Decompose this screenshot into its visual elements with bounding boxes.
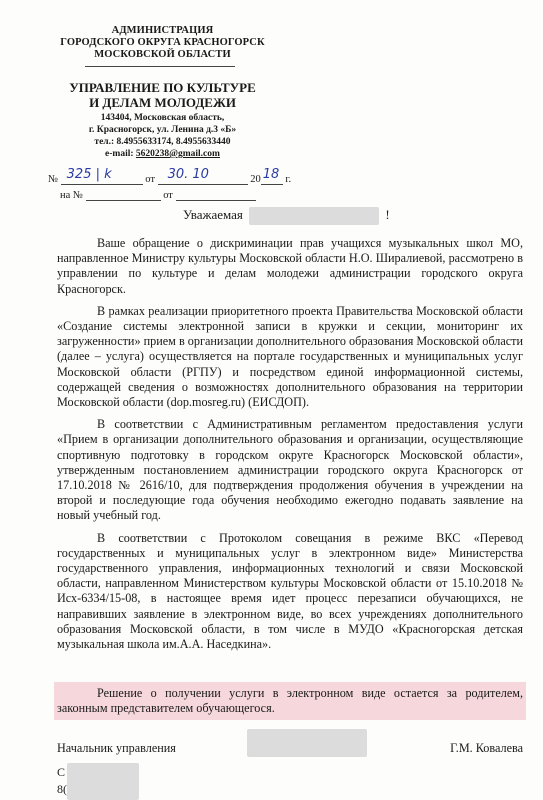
phone-line: тел.: 8.4955633174, 8.4955633440: [94, 137, 231, 147]
administration-line: АДМИНИСТРАЦИЯ: [111, 25, 214, 36]
decision-paragraph: Решение о получении услуги в электронном виде остается за родителем, законным представителем обучающегося.: [57, 686, 523, 716]
executor-phone-line: [57, 782, 67, 797]
department-title-line: УПРАВЛЕНИЕ ПО КУЛЬТУРЕ: [69, 80, 256, 95]
executor-name-line: [57, 765, 65, 780]
department-header: [55, 80, 270, 160]
signatory-title: Начальник управления: [57, 741, 176, 755]
address-line: г. Красногорск, ул. Ленина д.3 «Б»: [88, 125, 237, 135]
letter-body: [57, 236, 523, 659]
administration-line: ГОРОДСКОГО ОКРУГА КРАСНОГОРСК: [60, 37, 265, 48]
email-line: [55, 148, 270, 160]
redacted-executor-phone: [67, 780, 139, 800]
email-link[interactable]: 5620238@gmail.com: [135, 149, 220, 159]
year-field: [261, 167, 283, 185]
administration-header: [55, 25, 270, 61]
reference-date-field: [176, 188, 256, 201]
executor-phone-prefix: 8(: [57, 782, 67, 796]
salutation-text: Уважаемая: [183, 207, 243, 222]
date-field: [158, 167, 248, 185]
date-from-label: от: [145, 174, 155, 185]
salutation-end: !: [385, 207, 390, 222]
incoming-reference-line: [60, 188, 256, 201]
salutation: [183, 207, 390, 225]
administration-line: МОСКОВСКОЙ ОБЛАСТИ: [94, 49, 231, 60]
executor-initial: С: [57, 765, 66, 779]
year-prefix: 20: [250, 174, 261, 185]
body-paragraph: Ваше обращение о дискриминации прав учащихся музыкальных школ МО, направленное Министру культуры Московской области Н.О. Ширалиевой, рассмотрено в управлении по культуре и делам молодежи администрации городского округа Красногорск.: [57, 236, 523, 296]
handwritten-number: 325 | k: [66, 167, 112, 182]
email-label: e-mail:: [105, 149, 136, 159]
address-line: 143404, Московская область,: [100, 113, 225, 123]
handwritten-year: 18: [262, 167, 280, 182]
header-divider: [85, 66, 235, 67]
redacted-recipient-name: [249, 207, 379, 225]
reference-from-label: от: [163, 190, 173, 201]
reference-number-field: [86, 188, 161, 201]
number-label: №: [48, 174, 59, 185]
department-title-line: И ДЕЛАМ МОЛОДЕЖИ: [89, 95, 236, 110]
number-field: [61, 167, 143, 185]
year-suffix: г.: [285, 174, 292, 185]
department-address: [55, 112, 270, 160]
body-paragraph: В рамках реализации приоритетного проекта Правительства Московской области «Создание системы электронной записи в кружки и секции, мониторинг их загруженности» прием в организации дополнительного образования Московской области (далее – услуга) осуществляется на портале государственных и муниципальных услуг Московской области (РГПУ) и посредством единой информационной системы, содержащей сведения о возможностях дополнительного образования на территории Московской области (dop.mosreg.ru) (ЕИСДОП).: [57, 303, 523, 410]
redacted-signature: [247, 729, 367, 757]
outgoing-registration-line: [48, 167, 292, 185]
handwritten-date: 30. 10: [167, 167, 209, 182]
body-paragraph: В соответствии с Административным регламентом предоставления услуги «Прием в организации дополнительного образования и организации, осуществляющие спортивную подготовку в городском округе Красногорск Московской области», утвержденным постановлением администрации городского округа Красногорск от 17.10.2018 № 2616/10, для подтверждения продолжения обучения в учреждении на второй и последующие года обучения необходимо ежегодно подавать заявление на новый учебный год.: [57, 417, 523, 523]
reference-number-label: на №: [60, 190, 83, 201]
signatory-name: Г.М. Ковалева: [450, 741, 523, 755]
body-paragraph: В соответствии с Протоколом совещания в режиме ВКС «Перевод государственных и муниципальных услуг в электронном виде» Министерства государственного управления, информационных технологий и связи Московской области, направленном Министерством культуры Московской области от 15.10.2018 № Исх-6334/15-08, в настоящее время идет процесс перезаписи обучающихся, не направивших заявление в электронном виде, во всех учреждениях дополнительного образования Московской области, в том числе в МУДО «Красногорская детская музыкальная школа им.А.А. Наседкина».: [57, 530, 523, 652]
